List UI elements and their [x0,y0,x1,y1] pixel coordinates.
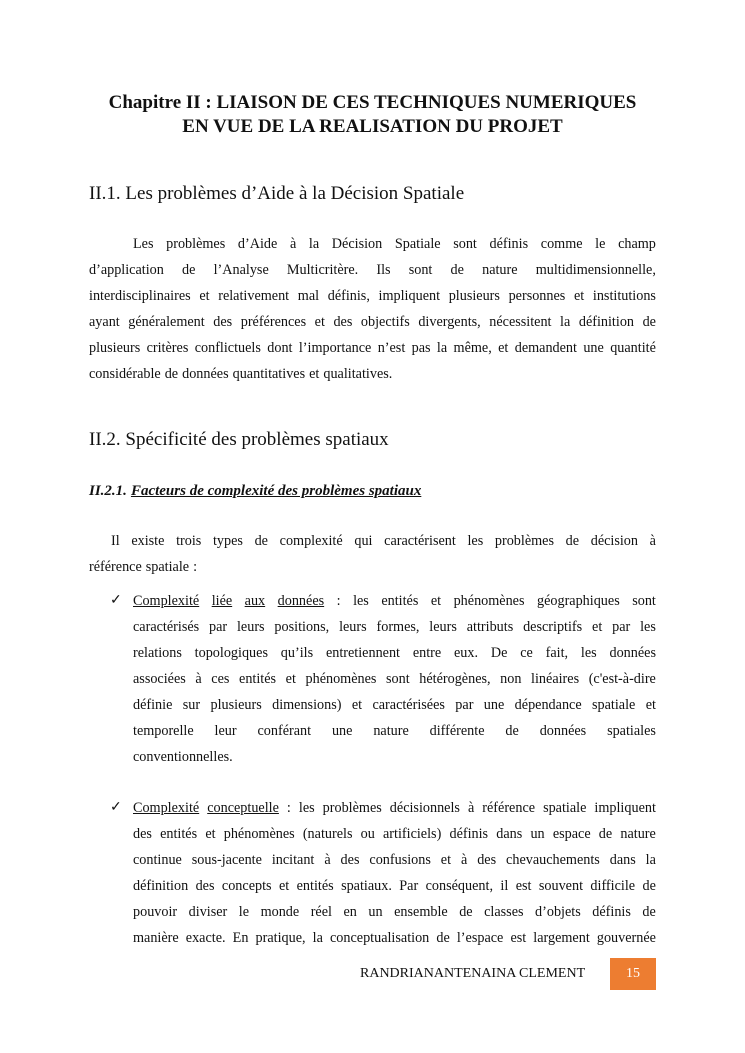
chapter-title-line: Chapitre II : LIAISON DE CES TECHNIQUES NUMERIQUES [108,92,637,113]
text-line: Les problèmes d’Aide à la Décision Spatiale sont définis comme le champ [133,236,656,252]
checkmark-icon: ✓ [110,800,122,815]
text-line: considérable de données quantitatives et qualitatives. [89,366,393,382]
text-line: Complexité conceptuelle : les problèmes décisionnels à référence spatiale impliquent [133,800,656,816]
text-line: relations topologiques qu’ils entretiennent entre eux. De ce fait, les données [133,645,656,661]
chapter-title [60,91,685,139]
text-line: manière exacte. En pratique, la conceptualisation de l’espace est largement gouvernée [133,930,656,946]
page-number: 15 [610,958,656,990]
text-line: plusieurs critères conflictuels dont l’importance n’est pas la même, et demandent une quantité [89,340,656,356]
text-line: interdisciplinaires et relativement mal définis, impliquent plusieurs personnes et institutions [89,288,656,304]
text-line: Complexité liée aux données : les entités et phénomènes géographiques sont [133,593,656,609]
text-line: caractérisés par leurs positions, leurs formes, leurs attributs descriptifs et par les [133,619,656,635]
text-line: pouvoir diviser le monde réel en un ensemble de classes d’objets définis de [133,904,656,920]
chapter-title-line: EN VUE DE LA REALISATION DU PROJET [182,116,563,137]
bullet-item [89,588,656,770]
subsection-number: II.2.1. [89,483,127,499]
checkmark-icon: ✓ [110,593,122,608]
text-line: définie sur plusieurs dimensions) et caractérisées par une dépendance spatiale et [133,697,656,713]
text-line: conventionnelles. [133,749,233,765]
subsection-heading [89,483,421,500]
section-heading-2: II.2. Spécificité des problèmes spatiaux [89,429,389,450]
text-line: des entités et phénomènes (naturels ou artificiels) définis dans un espace de nature [133,826,656,842]
section-1-paragraph [89,231,656,387]
text-line: temporelle leur conférant une nature différente de données spatiales [133,723,656,739]
subsection-intro [89,528,656,580]
text-line: définition des concepts et entités spatiaux. Par conséquent, il est souvent difficile de [133,878,656,894]
bullet-item [89,795,656,951]
text-line: ayant généralement des préférences et des objectifs divergents, nécessitent la définition de [89,314,656,330]
text-line: associées à ces entités et phénomènes sont hétérogènes, non linéaires (c'est-à-dire [133,671,656,687]
text-line: d’application de l’Analyse Multicritère. Ils sont de nature multidimensionnelle, [89,262,656,278]
section-heading-1: II.1. Les problèmes d’Aide à la Décision Spatiale [89,183,465,204]
footer-author: RANDRIANANTENAINA CLEMENT [360,966,586,981]
text-line: référence spatiale : [89,559,198,575]
text-line: continue sous-jacente incitant à des confusions et à des chevauchements dans la [133,852,656,868]
subsection-title: Facteurs de complexité des problèmes spatiaux [130,483,422,499]
text-line: Il existe trois types de complexité qui caractérisent les problèmes de décision à [111,533,656,549]
